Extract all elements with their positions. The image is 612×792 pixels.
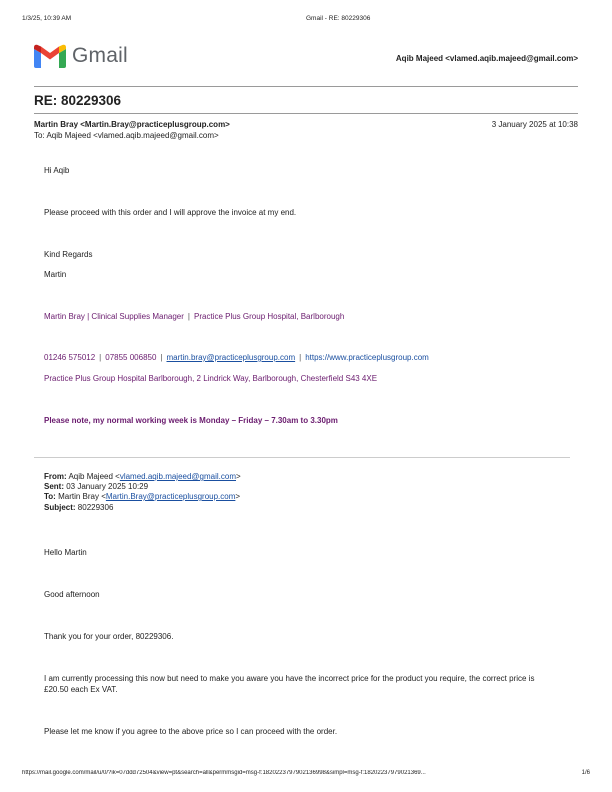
body-greeting: Hi Aqib xyxy=(44,166,70,175)
quoted-subject-label: Subject: xyxy=(44,503,76,512)
quoted-subject-value: 80229306 xyxy=(77,503,114,512)
quote-divider xyxy=(34,457,570,458)
signature-phone-1: 01246 575012 xyxy=(44,353,96,362)
subject-divider xyxy=(34,113,578,114)
quoted-line-1: Good afternoon xyxy=(44,590,100,599)
header-divider xyxy=(34,86,578,87)
quoted-line-3: I am currently processing this now but need to make you aware you have the incorrect price for the product you require, the correct price is £20.50 each Ex VAT. xyxy=(44,674,535,694)
quoted-to xyxy=(44,492,240,501)
signature-phone-2: 07855 006850 xyxy=(105,353,157,362)
quoted-to-end: > xyxy=(235,492,241,501)
signature-email-link[interactable]: martin.bray@practiceplusgroup.com xyxy=(166,353,296,362)
quoted-to-label: To: xyxy=(44,492,56,501)
signature-title-line: Martin Bray | Clinical Supplies Manager | Practice Plus Group Hospital, Barlborough xyxy=(44,312,345,321)
body-line-1: Please proceed with this order and I will approve the invoice at my end. xyxy=(44,208,297,217)
message-from: Martin Bray <Martin.Bray@practiceplusgroup.com> xyxy=(34,120,230,129)
body-closing: Kind Regards xyxy=(44,250,93,259)
quoted-from-label: From: xyxy=(44,472,67,481)
account-name: Aqib Majeed <vlamed.aqib.majeed@gmail.com> xyxy=(395,54,578,63)
quoted-from xyxy=(44,472,241,481)
signature-org: Practice Plus Group Hospital, Barlborough xyxy=(194,312,345,321)
signature-website-link[interactable]: https://www.practiceplusgroup.com xyxy=(305,353,429,362)
signature-address: Practice Plus Group Hospital Barlborough, 2 Lindrick Way, Barlborough, Chesterfield S43 4XE xyxy=(44,374,378,383)
signature-contact-line: 01246 575012 | 07855 006850 | martin.bray@practiceplusgroup.com | https://www.practiceplusgroup.com xyxy=(44,353,429,362)
message-date: 3 January 2025 at 10:38 xyxy=(491,120,578,129)
quoted-from-end: > xyxy=(236,472,241,481)
quoted-sent-label: Sent: xyxy=(44,482,64,491)
message-to: To: Aqib Majeed <vlamed.aqib.majeed@gmail.com> xyxy=(34,131,219,140)
body-name: Martin xyxy=(44,270,67,279)
signature-title: Martin Bray | Clinical Supplies Manager xyxy=(44,312,184,321)
quoted-sent-value: 03 January 2025 10:29 xyxy=(66,482,149,491)
quoted-sent xyxy=(44,482,148,491)
quoted-from-email-link[interactable]: vlamed.aqib.majeed@gmail.com xyxy=(119,472,236,481)
quoted-from-name: Aqib Majeed < xyxy=(68,472,120,481)
gmail-wordmark: Gmail xyxy=(72,44,128,67)
quoted-line-4: Please let me know if you agree to the above price so I can proceed with the order. xyxy=(44,727,338,736)
quoted-to-name: Martin Bray < xyxy=(58,492,106,501)
print-page-title: Gmail - RE: 80229306 xyxy=(306,15,371,22)
print-page-number: 1/6 xyxy=(581,770,590,776)
quoted-greeting: Hello Martin xyxy=(44,548,87,557)
gmail-logo-icon xyxy=(34,44,66,68)
quoted-line-2: Thank you for your order, 80229306. xyxy=(44,632,174,641)
quoted-subject xyxy=(44,503,113,512)
print-footer-url: https://mail.google.com/mail/u/0/?ik=07ddd72504&view=pt&search=all&permmsgid=msg-f:1820223797902136998&simpl=msg-f:18202237979021369... xyxy=(22,770,426,776)
signature-note: Please note, my normal working week is Monday – Friday – 7.30am to 3.30pm xyxy=(44,416,338,425)
thread-subject: RE: 80229306 xyxy=(34,93,122,108)
print-datetime: 1/3/25, 10:39 AM xyxy=(22,15,72,22)
quoted-to-email-link[interactable]: Martin.Bray@practiceplusgroup.com xyxy=(105,492,236,501)
